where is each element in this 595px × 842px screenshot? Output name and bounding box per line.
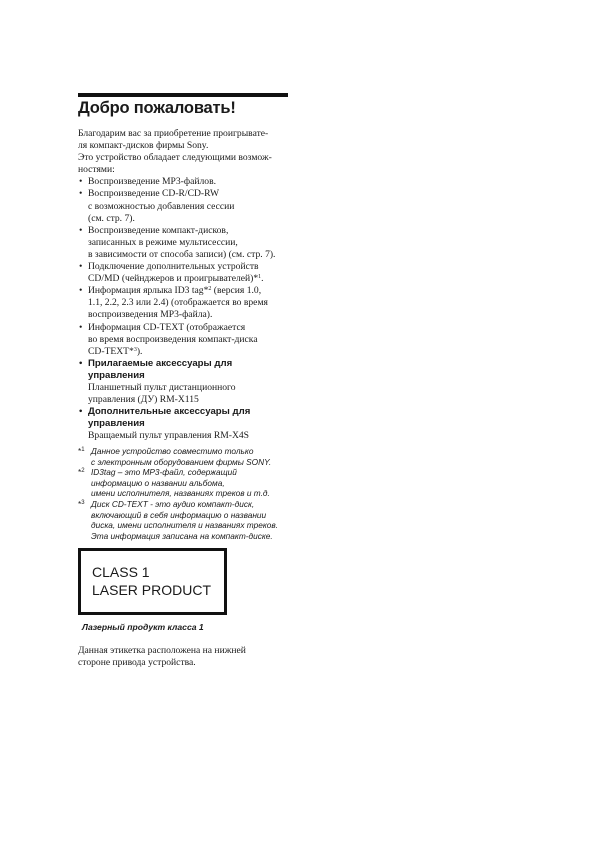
bullet: • bbox=[79, 224, 83, 236]
title-rule bbox=[78, 93, 288, 97]
feature-line bbox=[88, 346, 290, 358]
footnote-line: ID3tag – это MP3-файл, содержащий bbox=[91, 467, 237, 478]
feature-line: (см. стр. 7). bbox=[88, 212, 135, 224]
feature-text: ). bbox=[136, 345, 143, 357]
feature-line bbox=[88, 285, 290, 297]
intro-section bbox=[78, 128, 290, 442]
feature-text: CD/MD (чейнджеров и проигрывателей)* bbox=[88, 273, 259, 285]
feature-line: записанных в режиме мультисессии, bbox=[88, 236, 238, 248]
accessory-supplied bbox=[78, 358, 290, 406]
footnote-mark: *$^1$ bbox=[78, 446, 85, 456]
bullet: • bbox=[79, 321, 83, 333]
footnote-ref: 2 bbox=[208, 286, 212, 293]
footnote-ref: 3 bbox=[133, 346, 137, 353]
feature-text: CD-TEXT* bbox=[88, 345, 134, 357]
laser-label-line1: CLASS 1 bbox=[92, 564, 150, 580]
footnote-3 bbox=[78, 499, 290, 541]
footnote-line: Диск CD-TEXT - это аудио компакт-диск, bbox=[91, 498, 255, 509]
accessory-text: Вращаемый пульт управления RM-X4S bbox=[88, 430, 250, 442]
accessory-text: управления (ДУ) RM-X115 bbox=[88, 394, 199, 406]
feature-item-id3 bbox=[78, 285, 290, 321]
footnote-line: Данное устройство совместимо только bbox=[91, 446, 254, 456]
laser-class-label bbox=[78, 548, 227, 615]
footnote-line: с электронным оборудованием фирмы SONY. bbox=[91, 456, 272, 467]
intro-line: Это устройство обладает следующими возмож- bbox=[78, 152, 272, 164]
footnote-ref: 1 bbox=[258, 274, 262, 281]
intro-line: ностями: bbox=[78, 164, 115, 176]
laser-label-caption: Лазерный продукт класса 1 bbox=[82, 622, 204, 632]
bullet: • bbox=[79, 357, 83, 369]
feature-line: 1.1, 2.2, 2.3 или 2.4) (отображается во время bbox=[88, 297, 268, 309]
feature-line: воспроизведения MP3-файла). bbox=[88, 309, 213, 321]
intro-line: ля компакт-дисков фирмы Sony. bbox=[78, 140, 209, 152]
footnote-line: Эта информация записана на компакт-диске. bbox=[91, 530, 273, 541]
label-note-line: стороне привода устройства. bbox=[78, 657, 196, 669]
feature-line bbox=[88, 273, 290, 285]
bullet: • bbox=[79, 261, 83, 273]
bullet: • bbox=[79, 285, 83, 297]
page-title: Добро пожаловать! bbox=[78, 99, 236, 117]
bullet: • bbox=[79, 188, 83, 200]
accessory-heading: управления bbox=[88, 369, 145, 381]
feature-line: Воспроизведение CD-R/CD-RW bbox=[88, 188, 220, 200]
accessory-text: Планшетный пульт дистанционного bbox=[88, 381, 236, 393]
footnote-line: диска, имени исполнителя и названиях треков. bbox=[91, 520, 278, 531]
feature-text: Информация ярлыка ID3 tag* bbox=[88, 285, 209, 297]
footnote-line: информацию о названии альбома, bbox=[91, 477, 225, 488]
feature-item-mp3 bbox=[78, 176, 290, 188]
footnote-line: включающий в себя информацию о названии bbox=[91, 509, 267, 520]
feature-line: Воспроизведение MP3-файлов. bbox=[88, 176, 216, 188]
feature-item-multisession bbox=[78, 225, 290, 261]
label-note-line: Данная этикетка расположена на нижней bbox=[78, 645, 246, 656]
feature-line: во время воспроизведения компакт-диска bbox=[88, 333, 258, 345]
bullet: • bbox=[79, 176, 83, 188]
feature-item-cdr bbox=[78, 188, 290, 224]
feature-list bbox=[78, 176, 290, 442]
label-location-note bbox=[78, 645, 290, 669]
bullet: • bbox=[79, 406, 83, 418]
laser-label-line2: LASER PRODUCT bbox=[92, 582, 212, 598]
accessory-heading: Дополнительные аксессуары для bbox=[88, 406, 251, 418]
feature-text: (версия 1.0, bbox=[211, 285, 262, 297]
intro-line: Благодарим вас за приобретение проигрывате- bbox=[78, 128, 269, 139]
feature-line: Информация CD-TEXT (отображается bbox=[88, 321, 246, 333]
feature-item-changer bbox=[78, 261, 290, 285]
footnote-2 bbox=[78, 467, 290, 499]
footnote-line: имени исполнителя, названиях треков и т.д. bbox=[91, 488, 270, 499]
footnote-1 bbox=[78, 446, 290, 467]
footnote-mark: *$^2$ bbox=[78, 467, 85, 478]
feature-text: . bbox=[261, 273, 264, 285]
footnotes bbox=[78, 446, 290, 541]
feature-line: в зависимости от способа записи) (см. стр. 7). bbox=[88, 248, 276, 260]
accessory-optional bbox=[78, 406, 290, 442]
accessory-heading: управления bbox=[88, 418, 145, 430]
feature-item-cdtext bbox=[78, 322, 290, 358]
feature-line: Подключение дополнительных устройств bbox=[88, 261, 259, 273]
accessory-heading: Прилагаемые аксессуары для bbox=[88, 357, 233, 369]
feature-line: Воспроизведение компакт-дисков, bbox=[88, 224, 229, 236]
feature-line: с возможностью добавления сессии bbox=[88, 200, 235, 212]
footnote-mark: *$^3$ bbox=[78, 498, 85, 509]
